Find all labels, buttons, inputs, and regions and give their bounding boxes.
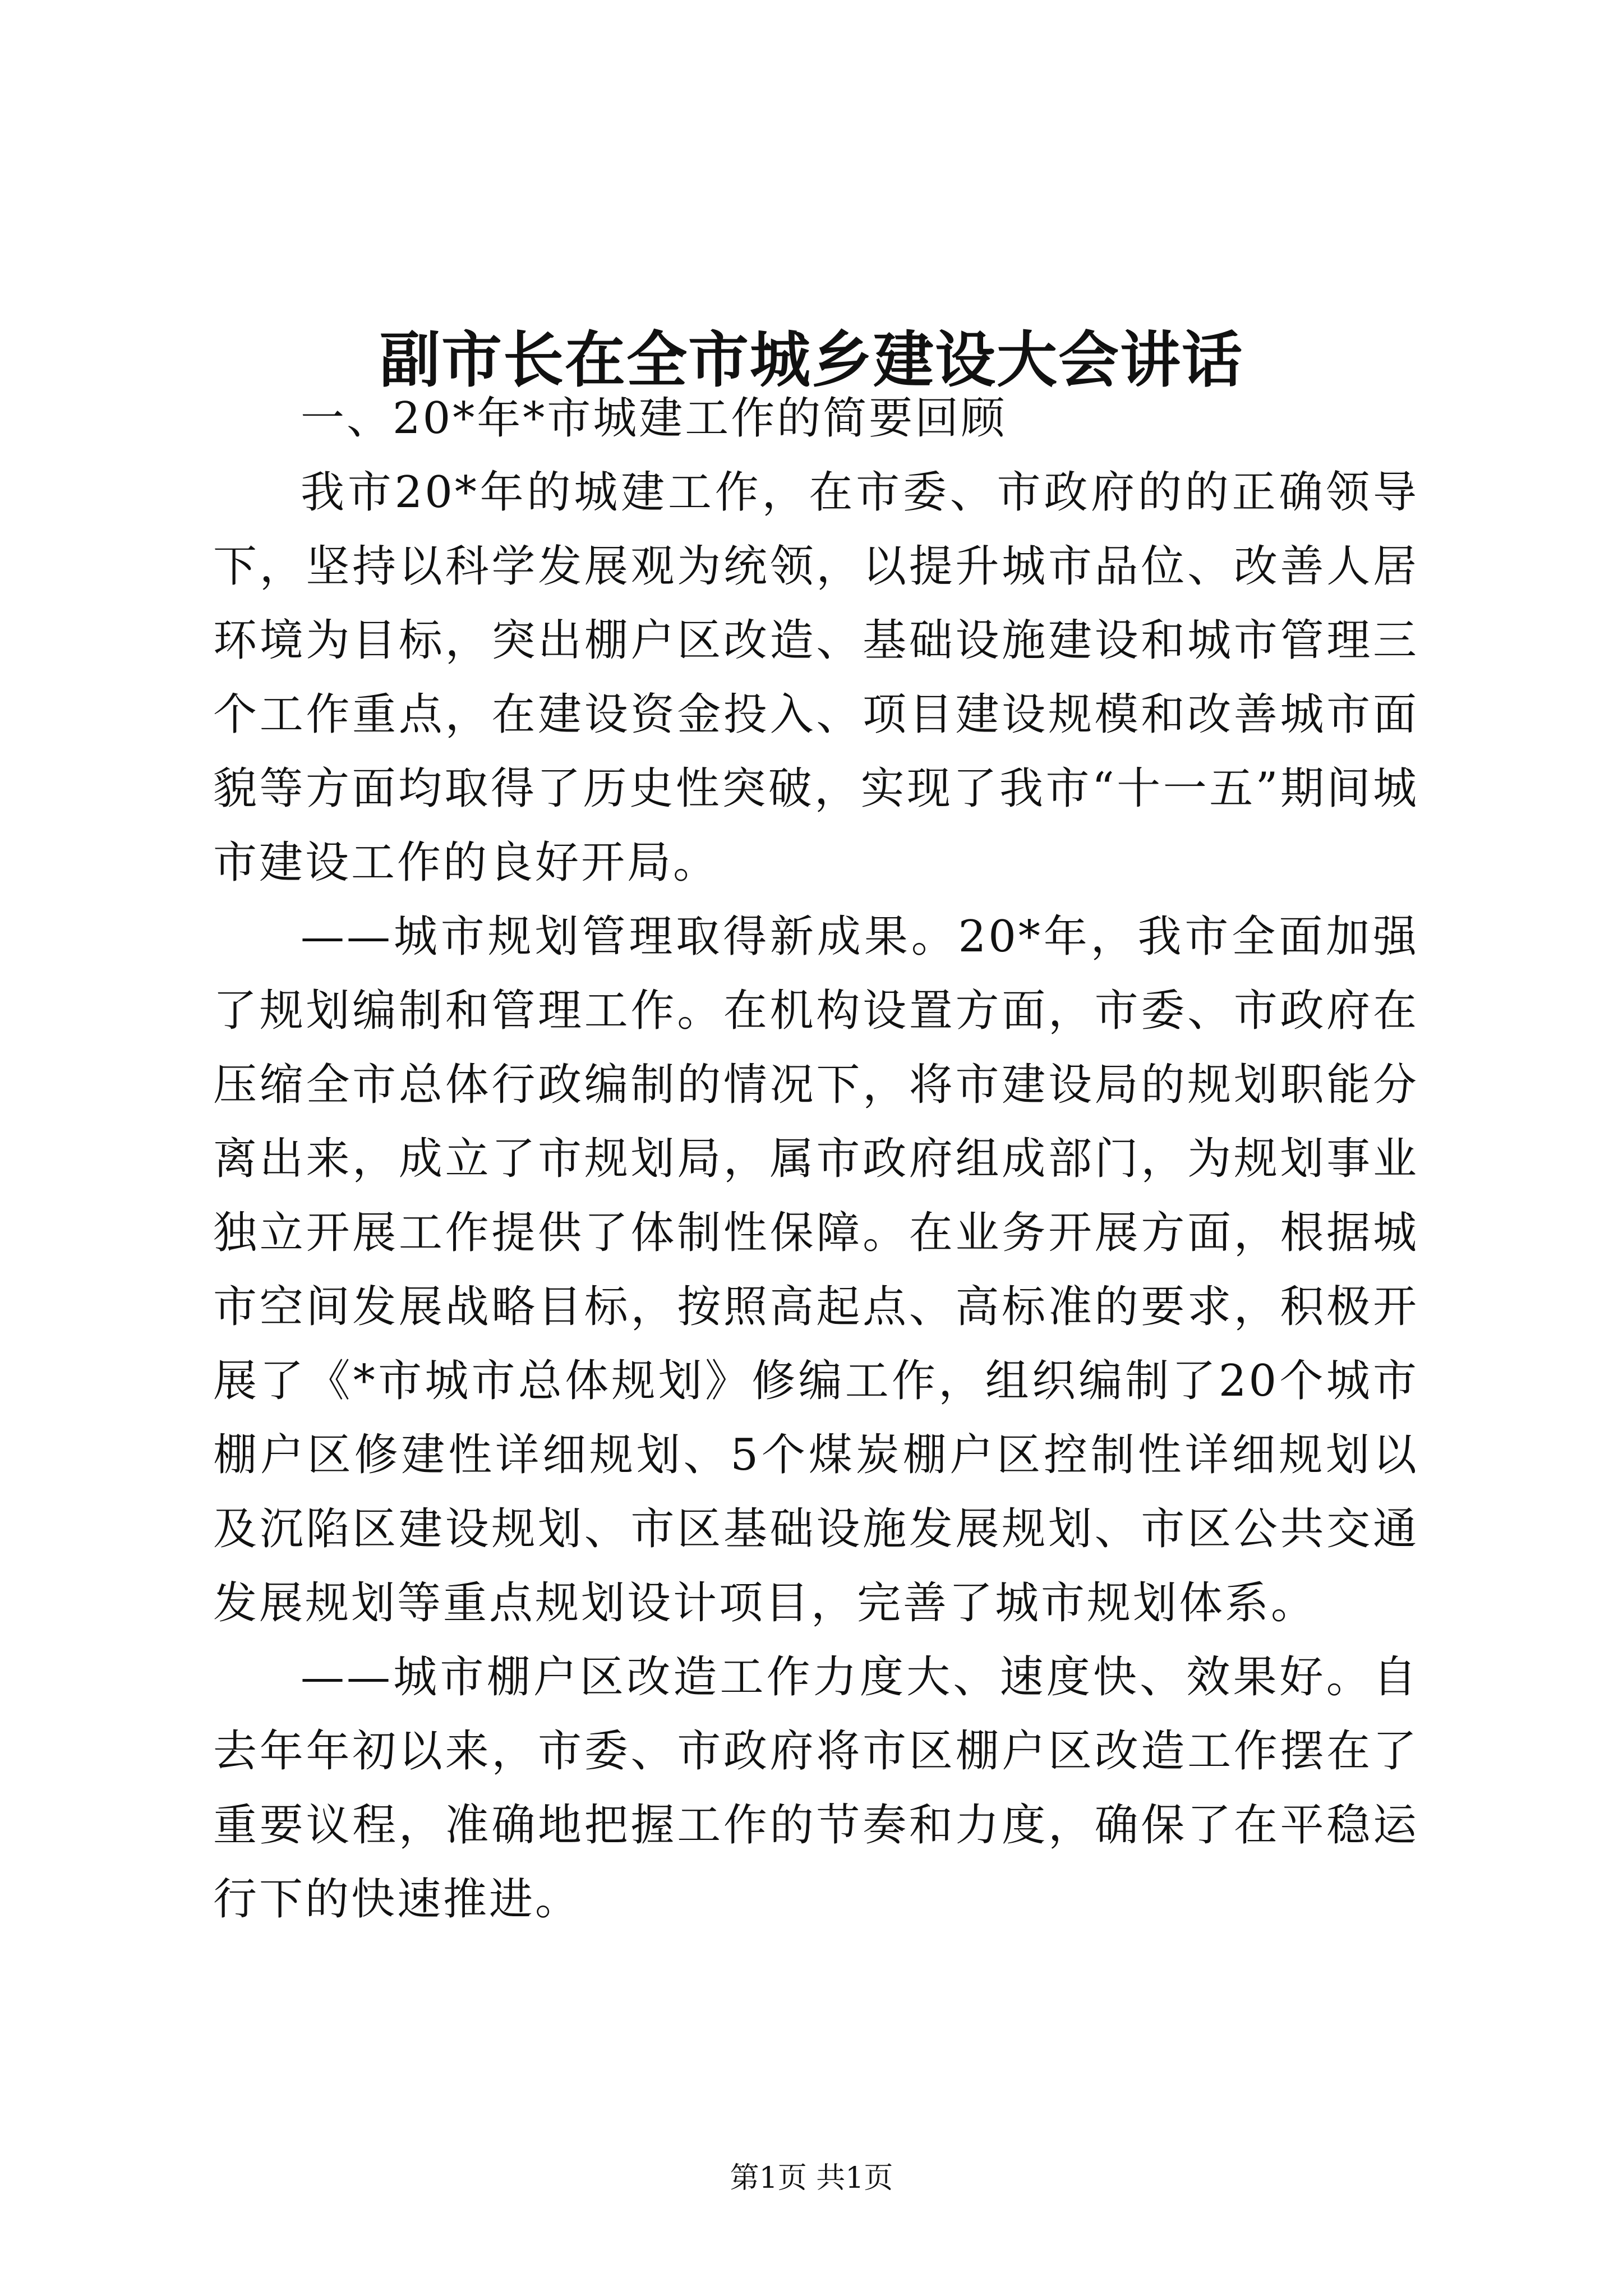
document-body	[213, 381, 1419, 1936]
page-footer: 第1页 共1页	[730, 2161, 893, 2195]
section-heading: 一、20*年*市城建工作的简要回顾	[301, 393, 1007, 444]
document-title: 副市长在全市城乡建设大会讲话	[379, 325, 1243, 396]
paragraph-intro: 我市20*年的城建工作，在市委、市政府的的正确领导下，坚持以科学发展观为统领，以提升城市品位、改善人居环境为目标，突出棚户区改造、基础设施建设和城市管理三个工作重点，在建设资金投入、项目建设规模和改善城市面貌等方面均取得了历史性突破，实现了我市“十一五”期间城市建设工作的良好开局。	[213, 467, 1419, 888]
paragraph-shantytown: ——城市棚户区改造工作力度大、速度快、效果好。自去年年初以来，市委、市政府将市区棚户区改造工作摆在了重要议程，准确地把握工作的节奏和力度，确保了在平稳运行下的快速推进。	[213, 1652, 1419, 1925]
paragraph-planning: ——城市规划管理取得新成果。20*年，我市全面加强了规划编制和管理工作。在机构设置方面，市委、市政府在压缩全市总体行政编制的情况下，将市建设局的规划职能分离出来，成立了市规划局，属市政府组成部门，为规划事业独立开展工作提供了体制性保障。在业务开展方面，根据城市空间发展战略目标，按照高起点、高标准的要求，积极开展了《*市城市总体规划》修编工作，组织编制了20个城市棚户区修建性详细规划、5个煤炭棚户区控制性详细规划以及沉陷区建设规划、市区基础设施发展规划、市区公共交通发展规划等重点规划设计项目，完善了城市规划体系。	[213, 912, 1419, 1628]
